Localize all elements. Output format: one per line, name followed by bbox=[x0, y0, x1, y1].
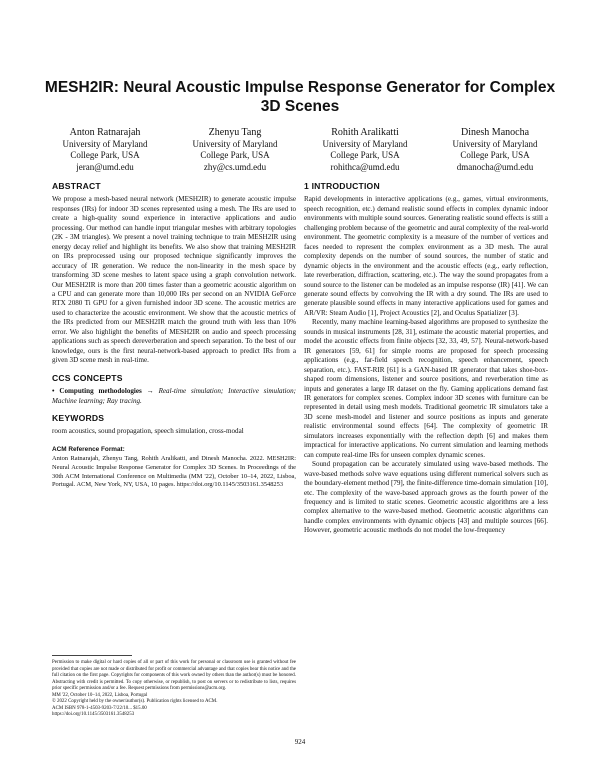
left-column bbox=[52, 182, 296, 490]
author-affiliation: University of Maryland bbox=[192, 138, 278, 149]
abstract-text: We propose a mesh-based neural network (MESH2IR) to generate acoustic impulse responses (IRs) for indoor 3D scenes represented using a mesh. The IRs are used to create a high-quality sound experience in interactive applications and audio processing. Our method can handle input triangular meshes with arbitrary topologies (2K - 3M triangles). We present a novel training technique to train MESH2IR using energy decay relief and highlight its benefits. We also show that training MESH2IR on IRs preprocessed using our proposed technique significantly improves the accuracy of IR generation. We reduce the non-linearity in the mesh space by transforming 3D scene meshes to latent space using a graph convolution network. Our MESH2IR is more than 200 times faster than a geometric acoustic algorithm on a CPU and can generate more than 10,000 IRs per second on an NVIDIA GeForce RTX 2080 Ti GPU for a given furnished indoor 3D scene. The acoustic metrics are used to characterize the acoustic environment. We show that the acoustic metrics of the IRs predicted from our MESH2IR match the ground truth with less than 10% error. We also highlight the benefits of MESH2IR on audio and speech processing applications such as speech dereverberation and speech separation. To the best of our knowledge, ours is the first neural-network-based approach to predict IRs from a given 3D scene mesh in real-time. bbox=[52, 195, 296, 365]
intro-paragraph: Rapid developments in interactive applications (e.g., games, virtual environments, speech recognition, etc.) demand realistic sound effects in complex dynamic indoor environments with multiple sound sources. Generating realistic sound effects is still a challenging problem because of the geometric and aural complexity of the real-world environment. The geometric complexity is a measure of the number of vertices and faces needed to represent the complex environment as a 3D mesh. The aural complexity depends on the number of sound sources, the number of static and dynamic objects in the environment and the acoustic effects (e.g., early reflection, late reverberation, diffraction, scattering, etc.). The way the sound propagates from a sound source to the listener can be modeled as an impulse response (IR) [41]. We can generate sound effects by convolving the IR with a dry sound. The IRs are used to generate plausible sound effects in many interactive applications used for games and AR/VR: Steam Audio [1], Project Acoustics [2], and Oculus Spatializer [3]. bbox=[304, 195, 548, 317]
author-name: Rohith Aralikatti bbox=[331, 127, 399, 138]
author-block bbox=[300, 127, 430, 173]
reference-format-heading: ACM Reference Format: bbox=[52, 445, 125, 453]
author-block bbox=[170, 127, 300, 173]
author-affiliation: University of Maryland bbox=[322, 138, 408, 149]
author-location: College Park, USA bbox=[200, 150, 270, 160]
author-block bbox=[40, 127, 170, 173]
paper-title: MESH2IR: Neural Acoustic Impulse Response Generator for Complex 3D Scenes bbox=[44, 79, 556, 115]
author-email: jeran@umd.edu bbox=[76, 161, 134, 172]
author-location: College Park, USA bbox=[330, 150, 400, 160]
doi-line: https://doi.org/10.1145/3503161.3548253 bbox=[52, 712, 135, 718]
intro-paragraph: Sound propagation can be accurately simulated using wave-based methods. The wave-based methods solve wave equations using different numerical solvers such as the boundary-element method [79], the finite-difference time-domain simulation [10], etc. The complexity of the wave-based approach grows as the fourth power of the frequency and is limited to static scenes. Geometric acoustic algorithms are a less complex alternative to the wave-based method. Geometric acoustic algorithms can handle complex environments with dynamic objects [43] and multiple sources [66]. However, geometric acoustic methods do not model the low-frequency bbox=[304, 460, 548, 535]
ccs-concepts bbox=[52, 387, 296, 406]
keywords-heading: KEYWORDS bbox=[52, 412, 105, 423]
introduction-heading: 1 INTRODUCTION bbox=[304, 181, 380, 191]
permission-notice: Permission to make digital or hard copies of all or part of this work for personal or classroom use is granted without fee provided that copies are not made or distributed for profit or commercial advantage and that copies bear this notice and the full citation on the first page. Copyrights for components of this work owned by others than the author(s) must be honored. Abstracting with credit is permitted. To copy otherwise, or republish, to post on servers or to redistribute to lists, requires prior specific permission and/or a fee. Request permissions from permissions@acm.org. bbox=[52, 660, 296, 692]
keywords-text: room acoustics, sound propagation, speech simulation, cross-modal bbox=[52, 427, 244, 436]
copyright-footnote bbox=[52, 660, 296, 719]
author-name: Dinesh Manocha bbox=[460, 127, 530, 138]
author-block bbox=[430, 127, 560, 173]
author-name: Anton Ratnarajah bbox=[69, 127, 141, 138]
page-number: 924 bbox=[294, 738, 306, 746]
ccs-rest: Real-time simulation; Interactive simulation; Machine learning; Ray tracing. bbox=[52, 387, 296, 405]
author-email: dmanocha@umd.edu bbox=[456, 161, 534, 172]
reference-format-text: Anton Ratnarajah, Zhenyu Tang, Rohith Aralikatti, and Dinesh Manocha. 2022. MESH2IR: Neural Acoustic Impulse Response Generator for Complex 3D Scenes. In Proceedings of the 30th ACM International Conference on Multimedia (MM '22), October 10–14, 2022, Lisboa, Portugal. ACM, New York, NY, USA, 10 pages. https://doi.org/10.1145/3503161.3548253 bbox=[52, 455, 296, 489]
author-location: College Park, USA bbox=[70, 150, 140, 160]
author-affiliation: University of Maryland bbox=[452, 138, 538, 149]
author-email: rohithca@umd.edu bbox=[330, 161, 400, 172]
author-name: Zhenyu Tang bbox=[208, 127, 262, 138]
right-column bbox=[304, 182, 548, 536]
ccs-bullet: • Computing methodologies bbox=[52, 387, 142, 396]
conference-line: MM '22, October 10–14, 2022, Lisboa, Portugal bbox=[52, 692, 148, 698]
ccs-heading: CCS CONCEPTS bbox=[52, 372, 123, 383]
isbn-line: ACM ISBN 978-1-4503-9203-7/22/10... $15.00 bbox=[52, 705, 147, 711]
author-list bbox=[40, 127, 560, 173]
author-location: College Park, USA bbox=[460, 150, 530, 160]
abstract-heading: ABSTRACT bbox=[52, 181, 101, 191]
intro-paragraph: Recently, many machine learning-based algorithms are proposed to synthesize the sounds in musical instruments [28, 31], estimate the acoustic material properties, and model the acoustic effects from finite objects [32, 33, 49, 57]. Neural-network-based IR generators [59, 61] for simple rooms are proposed for speech processing applications (e.g., far-field speech recognition, speech enhancement, speech separation, etc.). FAST-RIR [61] is a GAN-based IR generator that takes shoe-box-shaped room dimensions, listener and source positions, and reverberation time as inputs and generates a large IR dataset on the fly. Gaming applications demand fast IR generators for complex scenes. Complex indoor 3D scenes with furniture can be represented in detail using mesh models. Traditional geometric IR simulators take a 3D scene mesh-model and listener and source positions as inputs and generate realistic environmental sound effects [64]. The complexity of geometric IR simulators increases exponentially with the reflection depth [6] and makes them impractical for interactive applications. No current simulation and learning methods can compute real-time IRs for unseen complex dynamic scenes. bbox=[304, 318, 548, 459]
author-email: zhy@cs.umd.edu bbox=[203, 161, 267, 172]
footnote-rule bbox=[52, 655, 132, 656]
author-affiliation: University of Maryland bbox=[62, 138, 148, 149]
copyright-line: © 2022 Copyright held by the owner/author(s). Publication rights licensed to ACM. bbox=[52, 699, 218, 705]
ccs-arrow: → bbox=[141, 387, 159, 396]
